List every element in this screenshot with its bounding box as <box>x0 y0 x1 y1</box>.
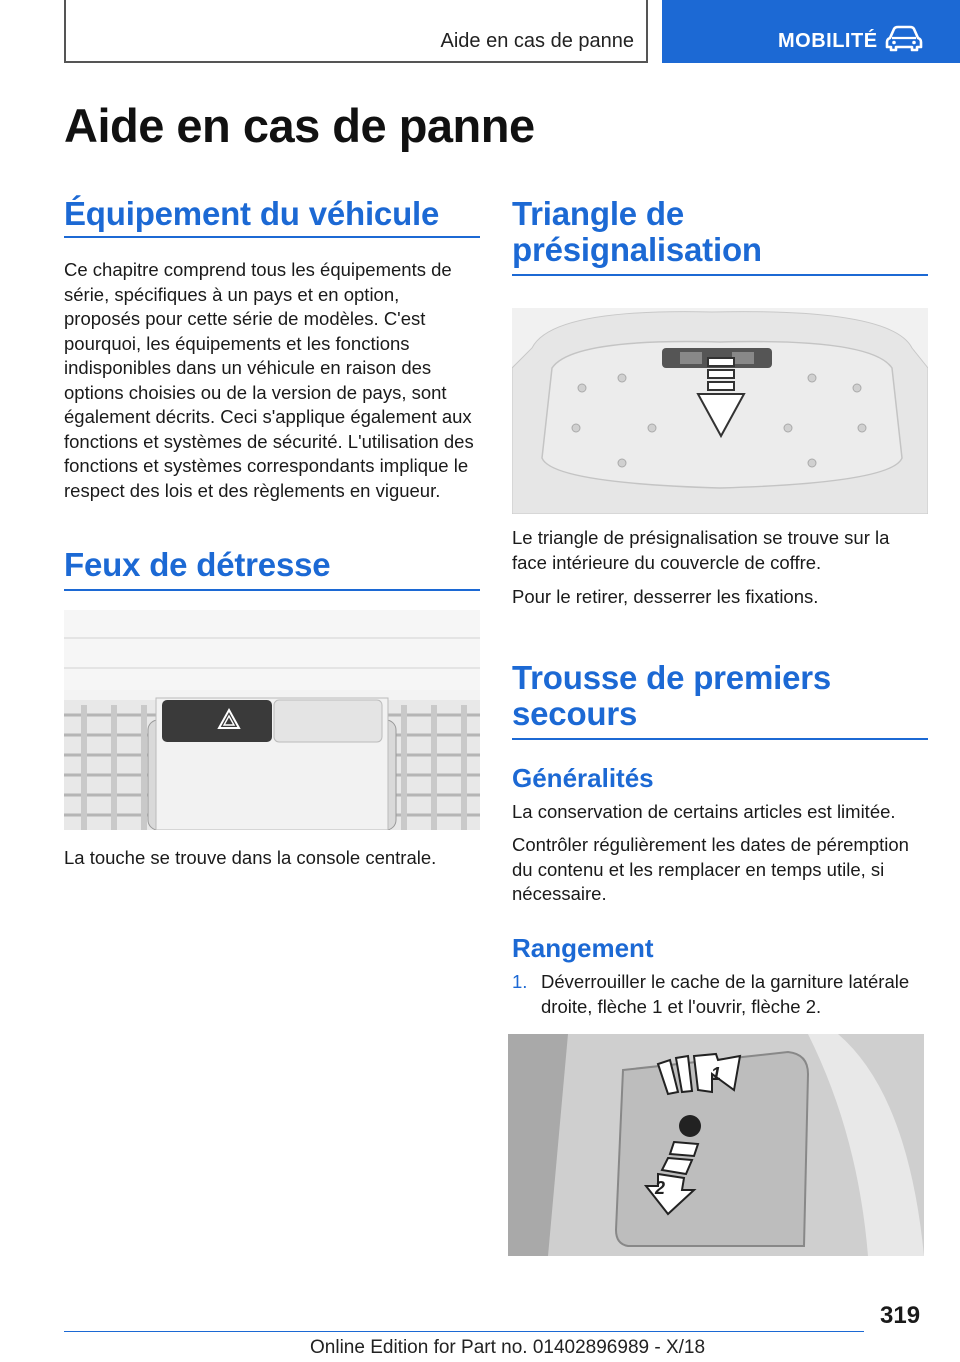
generalites-p2: Contrôler régulièrement les dates de péremption du contenu et les remplacer en temps utile, si nécessaire. <box>512 834 909 904</box>
heading-generalites: Généralités <box>512 763 654 793</box>
heading-rule <box>64 589 480 591</box>
header-section-title: Aide en cas de panne <box>440 30 634 52</box>
heading-rule <box>512 738 928 740</box>
generalites-p1: La conservation de certains articles est limitée. <box>512 801 896 822</box>
arrow-2-label: 2 <box>655 1178 666 1198</box>
trunk-lid-image <box>512 308 928 514</box>
step-text: Déverrouiller le cache de la garniture latérale droite, flèche 1 et l'ouvrir, flèche 2. <box>541 971 910 1017</box>
page-title: Aide en cas de panne <box>64 99 535 152</box>
feux-caption: La touche se trouve dans la console centrale. <box>64 847 437 868</box>
header-tab-mobilite[interactable] <box>662 0 960 63</box>
header-tab-label: MOBILITÉ <box>778 30 878 52</box>
arrow-1-label: 1 <box>711 1064 722 1084</box>
equipement-body: Ce chapitre comprend tous les équipements de série, spécifiques à un pays et en option, proposés pour cette série de modèles. C'est pourquoi, les équipements et les fonctions indisponibles dans un véhicule en raison des options choisies ou de la version de pays, sont également décrits. Ceci s'applique également aux fonctions et systèmes de sécurité. L'utilisation des fonctions et systèmes correspondants implique le respect des lois et des règlements en vigueur. <box>64 259 474 501</box>
heading-feux: Feux de détresse <box>64 546 331 583</box>
heading-rule <box>64 236 480 238</box>
footer-edition: Online Edition for Part no. 01402896989 - X/18 <box>310 1337 706 1358</box>
heading-triangle-line1: Triangle de <box>512 195 685 232</box>
car-icon <box>884 24 924 52</box>
heading-rule <box>512 274 928 276</box>
triangle-p2: Pour le retirer, desserrer les fixations. <box>512 586 819 607</box>
step-number: 1. <box>512 971 528 992</box>
heading-trousse <box>512 660 928 732</box>
hazard-console-image <box>64 610 480 830</box>
footer-rule <box>64 1331 864 1332</box>
heading-triangle-line2: présignalisation <box>512 231 762 268</box>
page-number: 319 <box>880 1302 921 1329</box>
heading-rangement: Rangement <box>512 933 654 963</box>
heading-trousse-line1: Trousse de premiers <box>512 659 832 696</box>
heading-triangle <box>512 196 928 268</box>
heading-equipement: Équipement du véhicule <box>64 195 440 232</box>
heading-trousse-line2: secours <box>512 695 638 732</box>
side-trim-image <box>508 1034 924 1256</box>
header-section-box <box>64 0 648 63</box>
triangle-p1: Le triangle de présignalisation se trouve sur la face intérieure du couvercle de coffre. <box>512 527 890 573</box>
